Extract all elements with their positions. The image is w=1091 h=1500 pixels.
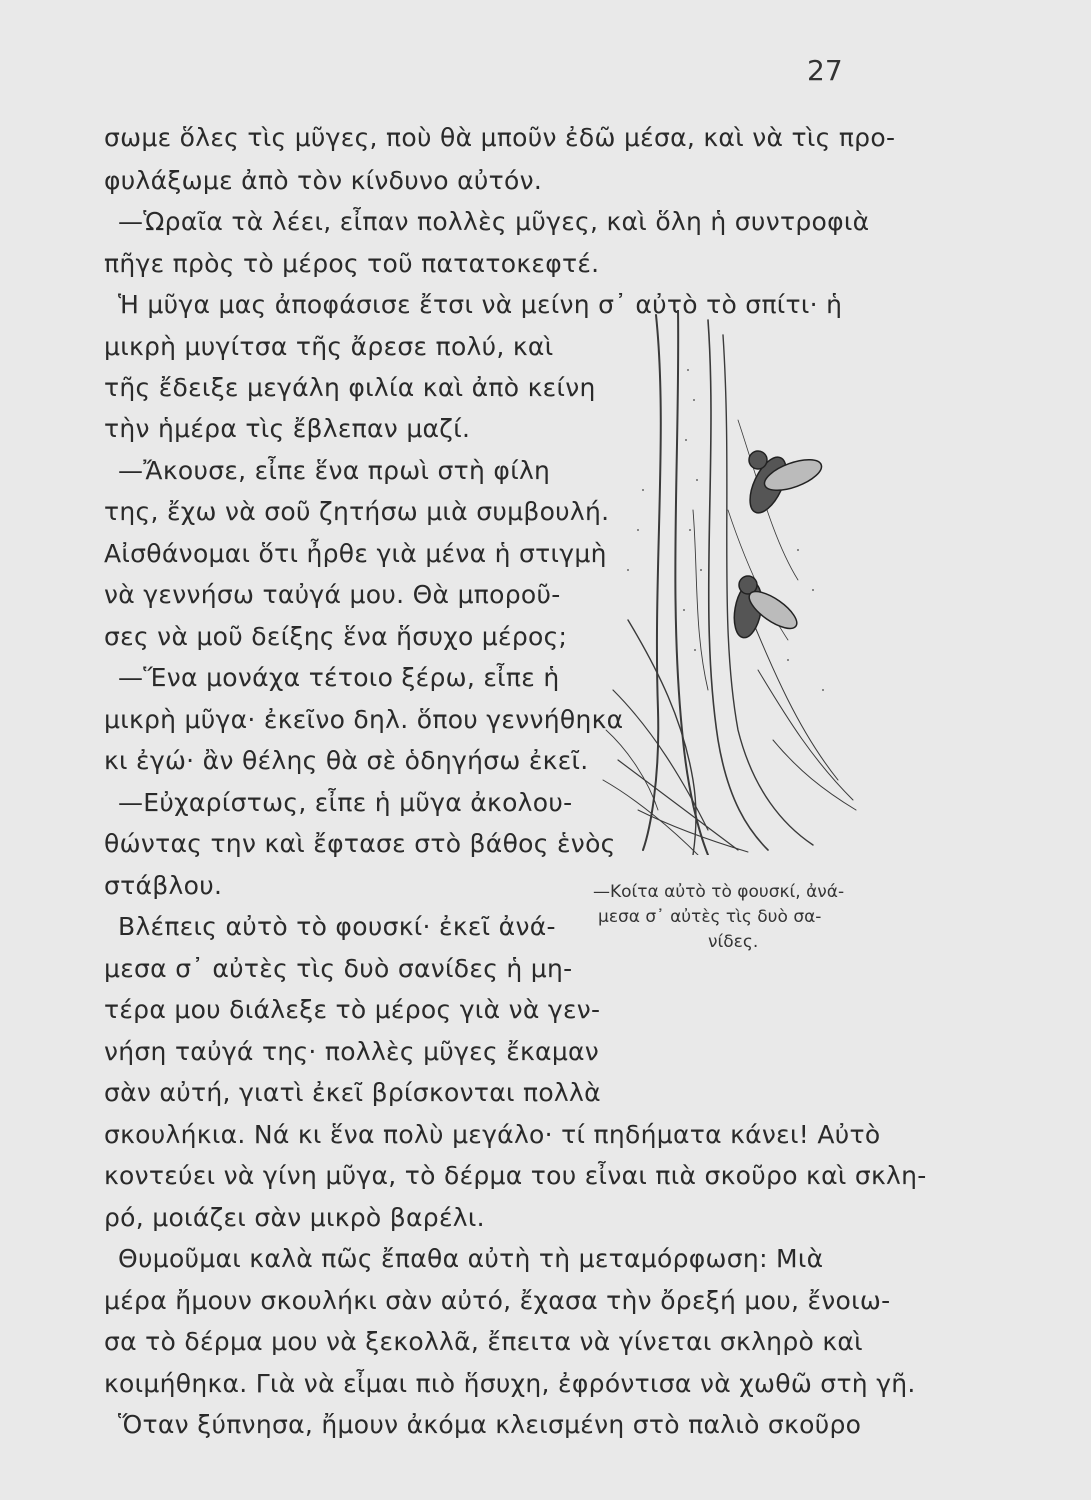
body-line: κοντεύει νὰ γίνη μῦγα, τὸ δέρμα του εἶναι πιὰ σκοῦρο καὶ σκλη- <box>104 1161 927 1190</box>
body-line: φυλάξωμε ἀπὸ τὸν κίνδυνο αὐτόν. <box>104 166 543 195</box>
body-line: —Ἕνα μονάχα τέτοιο ξέρω, εἶπε ἡ <box>118 663 560 692</box>
body-line: σωμε ὅλες τὶς μῦγες, ποὺ θὰ μποῦν ἐδῶ μέσα, καὶ νὰ τὶς προ- <box>104 123 896 152</box>
body-line: —Εὐχαρίστως, εἶπε ἡ μῦγα ἀκολου- <box>118 788 573 817</box>
body-line: Ἡ μῦγα μας ἀποφάσισε ἔτσι νὰ μείνη σ᾽ αὐτὸ τὸ σπίτι· ἡ <box>118 290 843 319</box>
body-line: Θυμοῦμαι καλὰ πῶς ἔπαθα αὐτὴ τὴ μεταμόρφωση: Μιὰ <box>118 1244 824 1273</box>
body-line: τὴν ἡμέρα τὶς ἔβλεπαν μαζί. <box>104 414 471 443</box>
body-line: σὰν αὐτή, γιατὶ ἐκεῖ βρίσκονται πολλὰ <box>104 1078 601 1107</box>
body-line: τέρα μου διάλεξε τὸ μέρος γιὰ νὰ γεν- <box>104 995 601 1024</box>
body-line: —Ὡραῖα τὰ λέει, εἶπαν πολλὲς μῦγες, καὶ ὅλη ἡ συντροφιὰ <box>118 207 870 236</box>
body-line: Βλέπεις αὐτὸ τὸ φουσκί· ἐκεῖ ἀνά- <box>118 912 556 941</box>
body-line: μικρὴ μῦγα· ἐκεῖνο δηλ. ὅπου γεννήθηκα <box>104 705 624 734</box>
body-line: Ὅταν ξύπνησα, ἤμουν ἀκόμα κλεισμένη στὸ παλιὸ σκοῦρο <box>118 1410 862 1439</box>
caption-line: νίδες. <box>708 932 759 952</box>
body-line: μέρα ἤμουν σκουλήκι σὰν αὐτό, ἔχασα τὴν ὄρεξή μου, ἔνοιω- <box>104 1286 891 1315</box>
body-line: τῆς ἔδειξε μεγάλη φιλία καὶ ἀπὸ κείνη <box>104 373 596 402</box>
body-line: κι ἐγώ· ἂν θέλης θὰ σὲ ὁδηγήσω ἐκεῖ. <box>104 746 589 775</box>
body-line: πῆγε πρὸς τὸ μέρος τοῦ πατατοκεφτέ. <box>104 249 600 278</box>
body-line: θώντας την καὶ ἔφτασε στὸ βάθος ἑνὸς <box>104 829 616 858</box>
illustration-flies-on-planks <box>598 310 862 855</box>
caption-line: μεσα σ᾽ αὐτὲς τὶς δυὸ σα- <box>598 907 822 927</box>
body-line: στάβλου. <box>104 871 223 900</box>
body-line: νὰ γεννήσω ταὐγά μου. Θὰ μποροῦ- <box>104 580 561 609</box>
body-line: της, ἔχω νὰ σοῦ ζητήσω μιὰ συμβουλή. <box>104 497 610 526</box>
caption-line: —Κοίτα αὐτὸ τὸ φουσκί, ἀνά- <box>593 882 845 902</box>
page-number: 27 <box>807 54 843 87</box>
body-line: Αἰσθάνομαι ὅτι ἦρθε γιὰ μένα ἡ στιγμὴ <box>104 539 607 568</box>
body-line: —Ἄκουσε, εἶπε ἕνα πρωὶ στὴ φίλη <box>118 456 551 485</box>
body-line: κοιμήθηκα. Γιὰ νὰ εἶμαι πιὸ ἥσυχη, ἐφρόντισα νὰ χωθῶ στὴ γῆ. <box>104 1369 916 1398</box>
body-line: σα τὸ δέρμα μου νὰ ξεκολλᾶ, ἔπειτα νὰ γίνεται σκληρὸ καὶ <box>104 1327 863 1356</box>
body-line: μεσα σ᾽ αὐτὲς τὶς δυὸ σανίδες ἡ μη- <box>104 954 573 983</box>
body-line: μικρὴ μυγίτσα τῆς ἄρεσε πολύ, καὶ <box>104 332 554 361</box>
body-line: ρό, μοιάζει σὰν μικρὸ βαρέλι. <box>104 1203 485 1232</box>
body-line: σκουλήκια. Νά κι ἕνα πολὺ μεγάλο· τί πηδήματα κάνει! Αὐτὸ <box>104 1120 881 1149</box>
body-line: σες νὰ μοῦ δείξης ἕνα ἥσυχο μέρος; <box>104 622 568 651</box>
body-line: νήση ταὐγά της· πολλὲς μῦγες ἔκαμαν <box>104 1037 600 1066</box>
